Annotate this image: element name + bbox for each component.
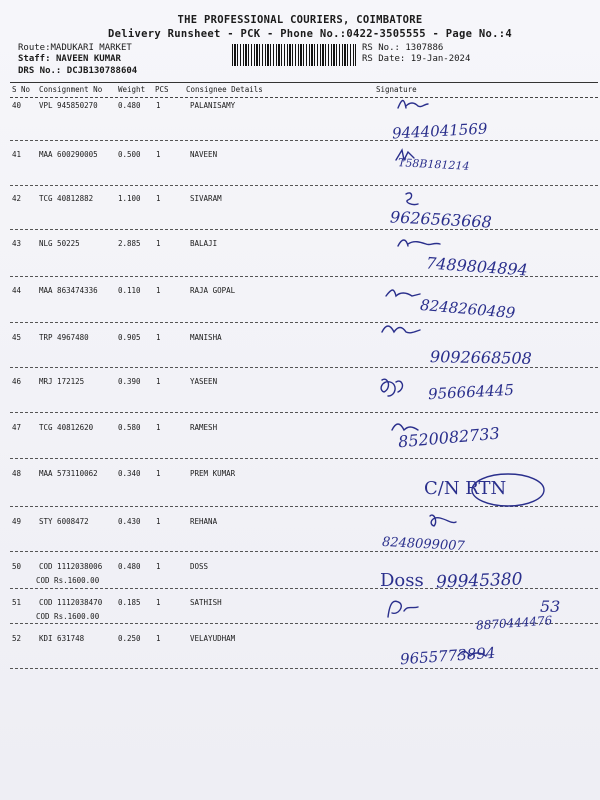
sno-cell: 40 [12, 101, 22, 110]
handwritten-phone: 8520082733 [397, 423, 501, 452]
cod-amount: COD Rs.1600.00 [36, 612, 100, 621]
consignment-cell: COD 1112038470 [39, 598, 103, 607]
handwritten-phone: 7489804894 [425, 253, 529, 280]
handwritten-phone: 9092668508 [429, 347, 532, 368]
handwritten-phone: 8248260489 [419, 295, 517, 323]
pcs-cell: 1 [156, 517, 161, 526]
signature-scribble [384, 597, 434, 621]
signature-scribble [380, 322, 430, 346]
consignment-cell: STY 6008472 [39, 517, 89, 526]
weight-cell: 0.430 [118, 517, 141, 526]
consignee-cell: DOSS [190, 562, 209, 571]
weight-cell: 0.480 [118, 562, 141, 571]
row-separator [10, 458, 598, 459]
pcs-cell: 1 [156, 333, 161, 342]
consignment-cell: TCG 40812882 [39, 194, 94, 203]
col-signature: Signature [376, 85, 417, 94]
signature-scribble [378, 376, 428, 400]
handwritten-phone: T58B181214 [397, 156, 470, 173]
handwritten-phone: 53 [540, 597, 561, 616]
col-consignee: Consignee Details [186, 85, 263, 94]
runsheet-subtitle: Delivery Runsheet - PCK - Phone No.:0422-3505555 - Page No.:4 [108, 28, 512, 40]
consignment-cell: COD 1112038006 [39, 562, 103, 571]
sno-cell: 49 [12, 517, 22, 526]
consignment-cell: MAA 863474336 [39, 286, 98, 295]
rs-date-value: 19-Jan-2024 [410, 54, 471, 64]
weight-cell: 0.250 [118, 634, 141, 643]
weight-cell: 1.100 [118, 194, 141, 203]
sno-cell: 45 [12, 333, 22, 342]
weight-cell: 0.905 [118, 333, 141, 342]
consignment-cell: MAA 573110062 [39, 469, 98, 478]
route-value: MADUKARI MARKET [50, 43, 132, 53]
weight-cell: 2.885 [118, 239, 141, 248]
staff-value: NAVEEN KUMAR [55, 54, 121, 64]
signature-scribble [402, 190, 452, 214]
consignment-cell: VPL 945850270 [39, 101, 98, 110]
row-separator [10, 185, 598, 186]
consignment-cell: TCG 40812620 [39, 423, 94, 432]
pcs-cell: 1 [156, 598, 161, 607]
consignee-cell: PALANISAMY [190, 101, 236, 110]
signature-scribble [396, 96, 446, 120]
row-separator [10, 229, 598, 230]
rtn-circle [468, 468, 548, 508]
handwritten-phone: 8248099007 [381, 534, 466, 555]
col-sno: S No [12, 85, 31, 94]
row-separator [10, 551, 598, 552]
sno-cell: 46 [12, 377, 22, 386]
pcs-cell: 1 [156, 194, 161, 203]
rs-no-label: RS No.: [362, 43, 400, 53]
sno-cell: 47 [12, 423, 22, 432]
handwritten-note: C/N RTN [424, 478, 507, 499]
pcs-cell: 1 [156, 423, 161, 432]
pcs-cell: 1 [156, 150, 161, 159]
signature-scribble [394, 146, 444, 170]
handwritten-phone: 9626563668 [389, 207, 493, 232]
pcs-cell: 1 [156, 239, 161, 248]
pcs-cell: 1 [156, 377, 161, 386]
drs-value: DCJB130788604 [66, 66, 138, 76]
cod-amount: COD Rs.1600.00 [36, 576, 100, 585]
sno-cell: 52 [12, 634, 22, 643]
signature-scribble [390, 420, 440, 444]
rs-date-label: RS Date: [362, 54, 406, 64]
sno-cell: 44 [12, 286, 22, 295]
route-line [18, 43, 132, 53]
consignee-cell: SATHISH [190, 598, 222, 607]
signature-scribble [384, 284, 434, 308]
sno-cell: 51 [12, 598, 22, 607]
col-consignment: Consignment No [39, 85, 103, 94]
col-weight: Weight [118, 85, 146, 94]
sno-cell: 48 [12, 469, 22, 478]
barcode [232, 44, 356, 66]
pcs-cell: 1 [156, 562, 161, 571]
consignee-cell: SIVARAM [190, 194, 222, 203]
col-pcs: PCS [155, 85, 169, 94]
sno-cell: 43 [12, 239, 22, 248]
weight-cell: 0.390 [118, 377, 141, 386]
handwritten-phone-extra: 8870444476 [475, 613, 553, 633]
pcs-cell: 1 [156, 634, 161, 643]
drs-label: DRS No.: [18, 66, 62, 76]
weight-cell: 0.480 [118, 101, 141, 110]
staff-line [18, 54, 121, 64]
consignee-cell: BALAJI [190, 239, 218, 248]
consignment-cell: MAA 600290005 [39, 150, 98, 159]
drs-line [18, 66, 137, 76]
row-separator [10, 412, 598, 413]
staff-label: Staff: [18, 54, 51, 64]
company-title: THE PROFESSIONAL COURIERS, COIMBATORE [177, 14, 423, 26]
consignment-cell: KDI 631748 [39, 634, 85, 643]
consignee-cell: RAJA GOPAL [190, 286, 236, 295]
rs-date-line [362, 54, 470, 64]
consignee-cell: VELAYUDHAM [190, 634, 236, 643]
consignee-cell: YASEEN [190, 377, 218, 386]
consignee-cell: NAVEEN [190, 150, 218, 159]
pcs-cell: 1 [156, 101, 161, 110]
rs-no-line [362, 43, 443, 53]
sno-cell: 41 [12, 150, 22, 159]
rs-no-value: 1307886 [405, 43, 444, 53]
weight-cell: 0.340 [118, 469, 141, 478]
signature-scribble [426, 512, 476, 536]
handwritten-phone: 9444041569 [391, 119, 488, 143]
consignee-cell: REHANA [190, 517, 218, 526]
consignment-cell: TRP 4967480 [39, 333, 89, 342]
consignee-cell: PREM KUMAR [190, 469, 236, 478]
row-separator [10, 668, 598, 669]
weight-cell: 0.185 [118, 598, 141, 607]
consignment-cell: MRJ 172125 [39, 377, 85, 386]
consignee-cell: MANISHA [190, 333, 222, 342]
consignment-cell: NLG 50225 [39, 239, 80, 248]
row-separator [10, 140, 598, 141]
row-separator [10, 322, 598, 323]
weight-cell: 0.500 [118, 150, 141, 159]
handwritten-phone: 956664445 [427, 380, 515, 404]
weight-cell: 0.580 [118, 423, 141, 432]
pcs-cell: 1 [156, 286, 161, 295]
handwritten-phone: 99945380 [435, 569, 523, 593]
pcs-cell: 1 [156, 469, 161, 478]
table-header [10, 82, 598, 98]
signature-scribble [456, 648, 506, 672]
sno-cell: 42 [12, 194, 22, 203]
signature-scribble [396, 236, 446, 260]
handwritten-phone: 9655773894 [399, 643, 496, 669]
handwritten-note: Doss [380, 570, 424, 591]
weight-cell: 0.110 [118, 286, 141, 295]
consignee-cell: RAMESH [190, 423, 218, 432]
route-label: Route: [18, 43, 51, 53]
sno-cell: 50 [12, 562, 22, 571]
